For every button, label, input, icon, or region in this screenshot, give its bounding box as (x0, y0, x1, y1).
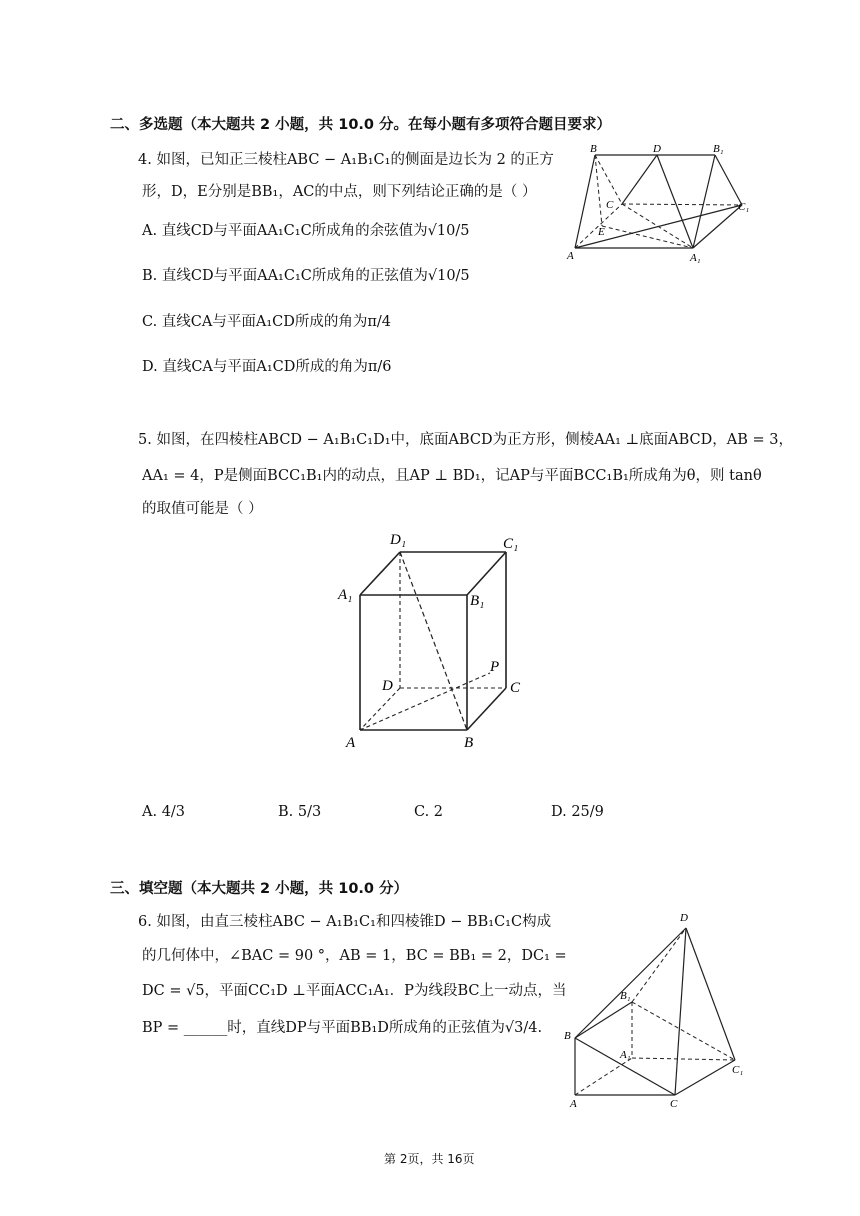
q4-option-b: B. 直线CD与平面AA₁C₁C所成角的正弦值为√10/5 (142, 268, 470, 284)
q6-stem-line-1: 6. 如图，由直三棱柱ABC − A₁B₁C₁和四棱锥D − BB₁C₁C构成 (138, 914, 552, 930)
q4-option-a: A. 直线CD与平面AA₁C₁C所成角的余弦值为√10/5 (142, 223, 470, 239)
q4-option-c: C. 直线CA与平面A₁CD所成的角为π/4 (142, 314, 392, 330)
q6-stem-line-4: BP = ______时，直线DP与平面BB₁D所成角的正弦值为√3/4. (142, 1020, 543, 1036)
q4-prism-figure (560, 140, 760, 270)
q5-option-d: D. 25/9 (551, 804, 604, 820)
q6-solid-figure (560, 905, 760, 1110)
q6-label-a1: A₁ (620, 1049, 631, 1061)
q6-label-b1: B₁ (620, 990, 631, 1002)
q4-stem-line-2: 形，D，E分别是BB₁，AC的中点，则下列结论正确的是（ ） (142, 184, 537, 200)
q6-stem-line-3: DC = √5，平面CC₁D ⊥平面ACC₁A₁．P为线段BC上一动点，当 (142, 983, 567, 999)
section-heading-fill-in: 三、填空题（本大题共 2 小题，共 10.0 分） (110, 881, 409, 897)
q5-label-c: C (510, 680, 521, 696)
q5-stem-line-2: AA₁ = 4，P是侧面BCC₁B₁内的动点，且AP ⊥ BD₁，记AP与平面BCC₁B₁所成角为θ，则 tanθ (142, 468, 762, 484)
q5-option-c: C. 2 (414, 804, 444, 820)
q4-label-d: D (653, 143, 661, 155)
q6-label-c: C (670, 1098, 678, 1110)
q5-stem-line-1: 5. 如图，在四棱柱ABCD − A₁B₁C₁D₁中，底面ABCD为正方形，侧棱AA₁ ⊥底面ABCD，AB = 3， (138, 432, 793, 448)
q4-label-b1: B₁ (713, 143, 724, 155)
q5-label-b1: B₁ (470, 593, 485, 609)
q4-option-d: D. 直线CA与平面A₁CD所成的角为π/6 (142, 359, 392, 375)
q4-label-e: E (598, 226, 605, 238)
q4-label-b: B (590, 143, 597, 155)
page-number-footer: 第 2页，共 16页 (384, 1152, 475, 1166)
q5-label-c1: C₁ (503, 536, 519, 552)
q6-label-c1: C₁ (732, 1064, 744, 1076)
q6-label-d: D (680, 912, 688, 924)
q6-stem-line-2: 的几何体中，∠BAC = 90 °，AB = 1，BC = BB₁ = 2，DC₁ = (142, 948, 567, 964)
q5-label-p: P (490, 659, 500, 675)
q5-label-d1: D₁ (390, 532, 407, 548)
q5-label-a1: A₁ (338, 587, 353, 603)
q5-label-b: B (464, 735, 474, 751)
q6-label-b: B (564, 1030, 571, 1042)
q4-stem-line-1: 4. 如图，已知正三棱柱ABC − A₁B₁C₁的侧面是边长为 2 的正方 (138, 152, 554, 168)
q5-option-b: B. 5/3 (278, 804, 322, 820)
q5-label-d: D (382, 678, 393, 694)
section-heading-multiple-choice: 二、多选题（本大题共 2 小题，共 10.0 分。在每小题有多项符合题目要求） (110, 117, 612, 133)
q5-prism-figure (330, 525, 540, 760)
q5-option-a: A. 4/3 (142, 804, 186, 820)
q4-label-a: A (567, 250, 574, 262)
q4-label-c1: C₁ (738, 201, 750, 213)
q5-label-a: A (346, 735, 356, 751)
q4-label-a1: A₁ (690, 252, 701, 264)
q4-label-c: C (606, 199, 614, 211)
q5-stem-line-3: 的取值可能是（ ） (142, 501, 263, 517)
q6-label-a: A (570, 1098, 577, 1110)
